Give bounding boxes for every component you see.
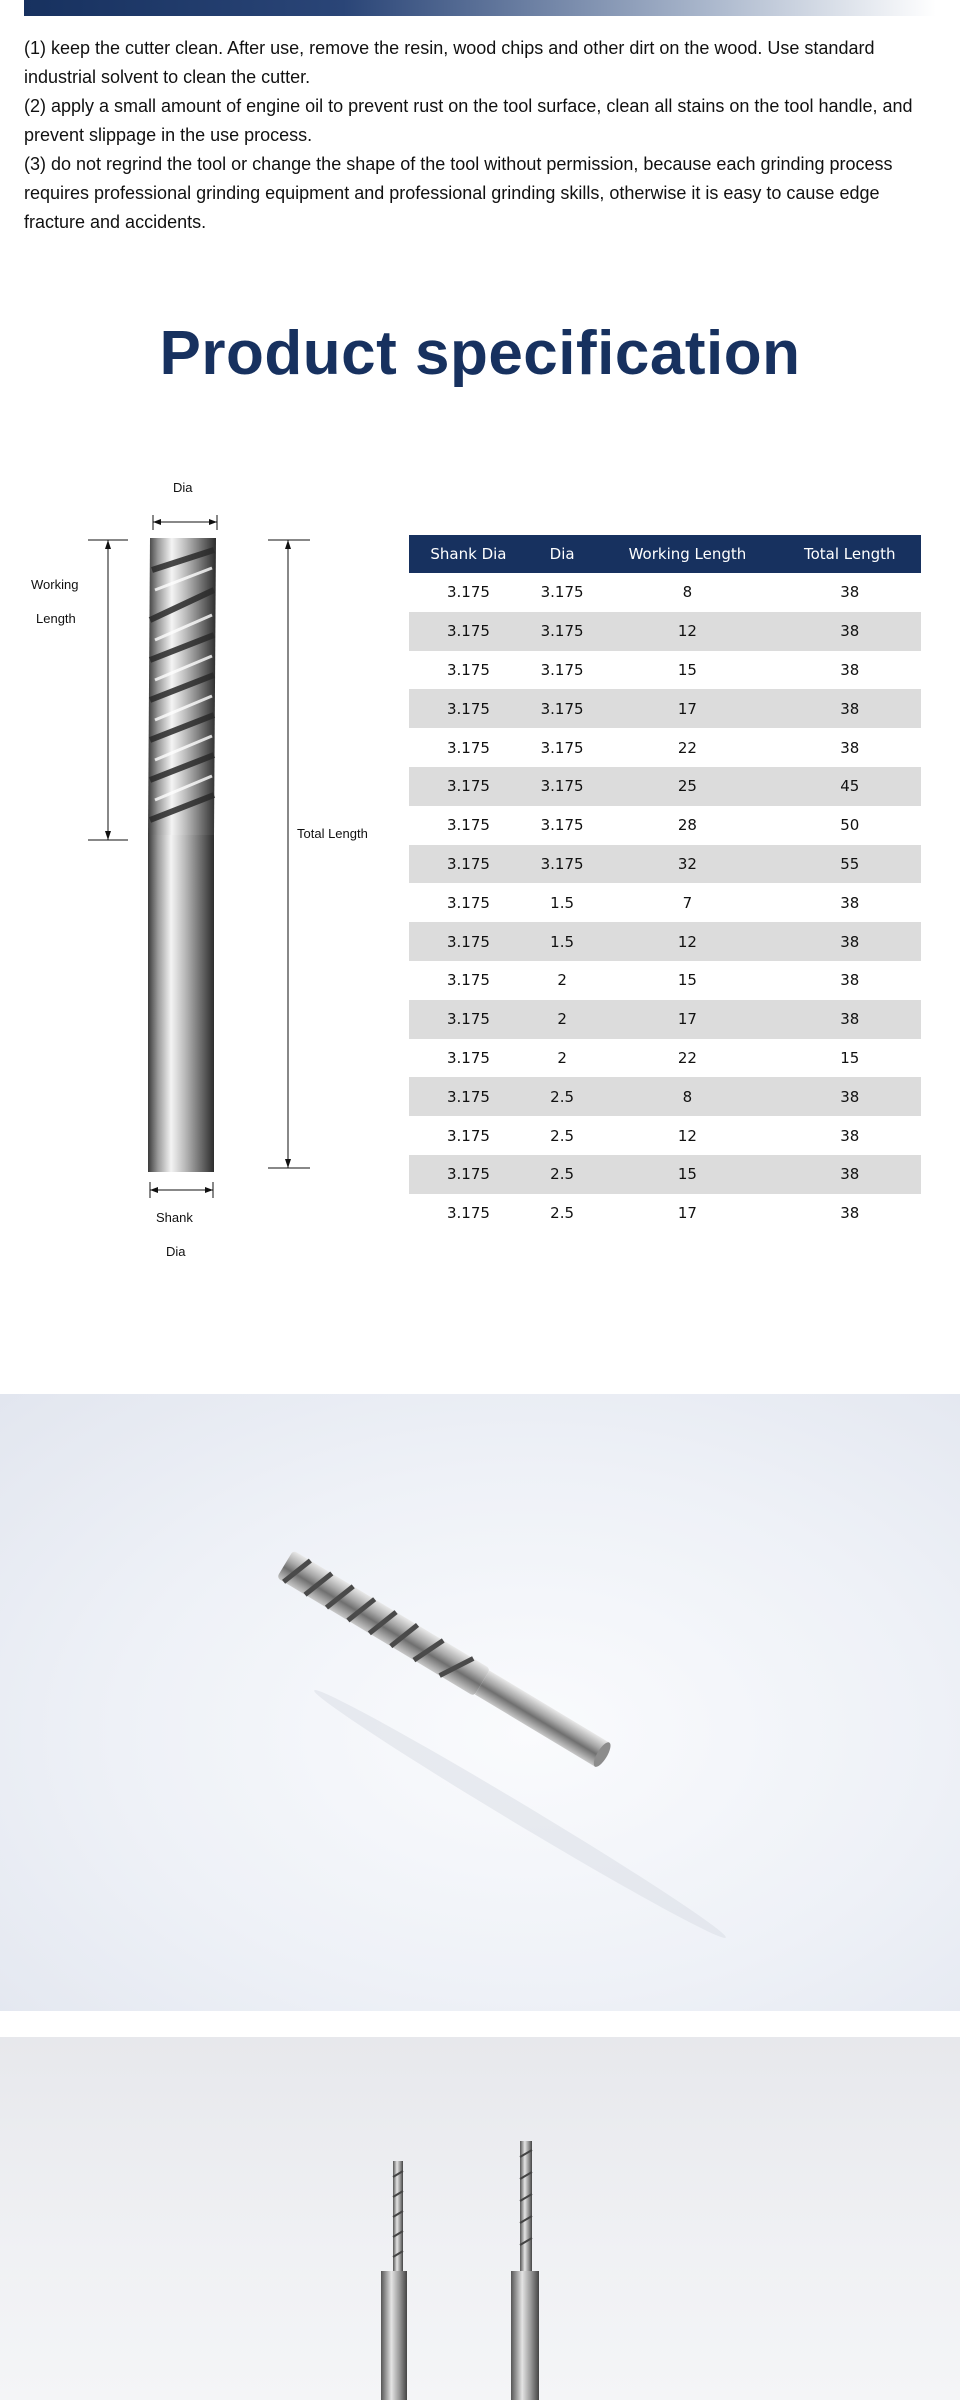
- table-cell: 38: [840, 893, 860, 912]
- table-row: [409, 651, 921, 690]
- table-cell: 3.175: [446, 583, 490, 602]
- table-row: [409, 1116, 921, 1155]
- table-row: [409, 689, 921, 728]
- table-cell: 3.175: [540, 660, 584, 679]
- table-cell: 12: [677, 1126, 697, 1145]
- table-row: [409, 1000, 921, 1039]
- table-cell: 3.175: [528, 767, 596, 806]
- table-cell: 38: [840, 738, 860, 757]
- table-cell: 3.175: [446, 816, 490, 835]
- header-dia: Dia: [528, 535, 596, 573]
- table-cell: 1.5: [550, 893, 575, 912]
- table-cell: 3.175: [409, 1000, 528, 1039]
- table-cell: 3.175: [409, 922, 528, 961]
- product-photo-pair: [0, 2037, 960, 2400]
- table-cell: 15: [677, 971, 697, 990]
- table-cell: 1.5: [528, 922, 596, 961]
- table-cell: 3.175: [409, 845, 528, 884]
- table-cell: 22: [677, 1048, 697, 1067]
- table-cell: 2.5: [528, 1077, 596, 1116]
- table-cell: 38: [840, 660, 860, 679]
- table-row: [409, 883, 921, 922]
- table-cell: 38: [840, 971, 860, 990]
- table-cell: 15: [677, 660, 697, 679]
- table-row: [409, 806, 921, 845]
- table-cell: 3.175: [528, 689, 596, 728]
- table-cell: 3.175: [540, 583, 584, 602]
- table-cell: 28: [677, 816, 697, 835]
- table-cell: 3.175: [446, 893, 490, 912]
- table-cell: 38: [840, 1126, 860, 1145]
- table-cell: 38: [840, 1204, 860, 1223]
- table-cell: 38: [779, 1155, 921, 1194]
- header-gradient-bar: [24, 0, 936, 16]
- total-length-label: Total Length: [297, 826, 368, 841]
- table-cell: 15: [596, 1155, 778, 1194]
- table-cell: 3.175: [446, 1048, 490, 1067]
- table-cell: 17: [596, 1000, 778, 1039]
- table-cell: 22: [677, 738, 697, 757]
- shank-label-1: Shank: [156, 1210, 193, 1225]
- working-length-label-2: Length: [36, 611, 76, 626]
- table-cell: 3.175: [446, 1204, 490, 1223]
- table-cell: 8: [682, 583, 693, 602]
- table-row: [409, 612, 921, 651]
- table-cell: 15: [840, 1048, 860, 1067]
- table-cell: 38: [840, 583, 860, 602]
- table-cell: 38: [779, 689, 921, 728]
- table-cell: 38: [779, 612, 921, 651]
- table-header-row: [409, 535, 921, 573]
- table-cell: 3.175: [528, 612, 596, 651]
- table-row: [409, 1155, 921, 1194]
- table-cell: 55: [779, 845, 921, 884]
- table-cell: 3.175: [446, 660, 490, 679]
- header-total-length: Total Length: [779, 535, 921, 573]
- table-cell: 2.5: [550, 1126, 575, 1145]
- table-row: [409, 1194, 921, 1233]
- table-row: [409, 961, 921, 1000]
- table-cell: 50: [840, 816, 860, 835]
- header-working-length: Working Length: [596, 535, 778, 573]
- table-row: [409, 922, 921, 961]
- working-length-label-1: Working: [31, 577, 79, 592]
- care-paragraph-1: (1) keep the cutter clean. After use, remove the resin, wood chips and other dirt on the wood. Use standard industrial solvent to clean the cutter.: [24, 38, 875, 87]
- care-paragraph-2: (2) apply a small amount of engine oil to prevent rust on the tool surface, clean all stains on the tool handle, and prevent slippage in the use process.: [24, 96, 913, 145]
- table-cell: 17: [596, 689, 778, 728]
- care-paragraph-3: (3) do not regrind the tool or change the shape of the tool without permission, because each grinding process requires professional grinding equipment and professional grinding skills, otherwise it is easy to cause edge fracture and accidents.: [24, 154, 893, 232]
- table-cell: 25: [596, 767, 778, 806]
- table-cell: 2: [528, 1000, 596, 1039]
- table-cell: 17: [677, 1204, 697, 1223]
- table-cell: 3.175: [446, 1126, 490, 1145]
- table-cell: 12: [596, 922, 778, 961]
- dia-label: Dia: [173, 480, 193, 495]
- table-row: [409, 1077, 921, 1116]
- table-cell: 2: [557, 971, 567, 990]
- table-cell: 2.5: [550, 1204, 575, 1223]
- table-cell: 38: [779, 1000, 921, 1039]
- table-cell: 3.175: [409, 1077, 528, 1116]
- table-cell: 3.175: [409, 689, 528, 728]
- table-cell: 45: [779, 767, 921, 806]
- table-cell: 3.175: [528, 845, 596, 884]
- table-cell: 3.175: [446, 738, 490, 757]
- table-cell: 3.175: [409, 767, 528, 806]
- end-mill-photo-icon: [0, 1394, 960, 2011]
- two-end-mills-photo-icon: [0, 2037, 960, 2400]
- dimension-diagram: [0, 470, 400, 1270]
- table-row: [409, 728, 921, 767]
- table-row: [409, 767, 921, 806]
- care-instructions: [24, 34, 936, 237]
- table-cell: 3.175: [446, 971, 490, 990]
- table-cell: 38: [779, 922, 921, 961]
- spec-table: [409, 535, 921, 1233]
- header-shank-dia: Shank Dia: [409, 535, 528, 573]
- shank-label-2: Dia: [166, 1244, 186, 1259]
- table-cell: 3.175: [409, 612, 528, 651]
- table-cell: 3.175: [409, 1155, 528, 1194]
- table-cell: 3.175: [540, 816, 584, 835]
- table-cell: 32: [596, 845, 778, 884]
- table-cell: 12: [596, 612, 778, 651]
- section-title: Product specification: [159, 319, 801, 388]
- table-cell: 3.175: [540, 738, 584, 757]
- table-row: [409, 573, 921, 612]
- table-cell: 2: [557, 1048, 567, 1067]
- table-cell: 2.5: [528, 1155, 596, 1194]
- product-photo-single: [0, 1394, 960, 2011]
- table-cell: 8: [596, 1077, 778, 1116]
- table-cell: 38: [779, 1077, 921, 1116]
- table-row: [409, 845, 921, 884]
- table-cell: 7: [682, 893, 693, 912]
- table-row: [409, 1039, 921, 1078]
